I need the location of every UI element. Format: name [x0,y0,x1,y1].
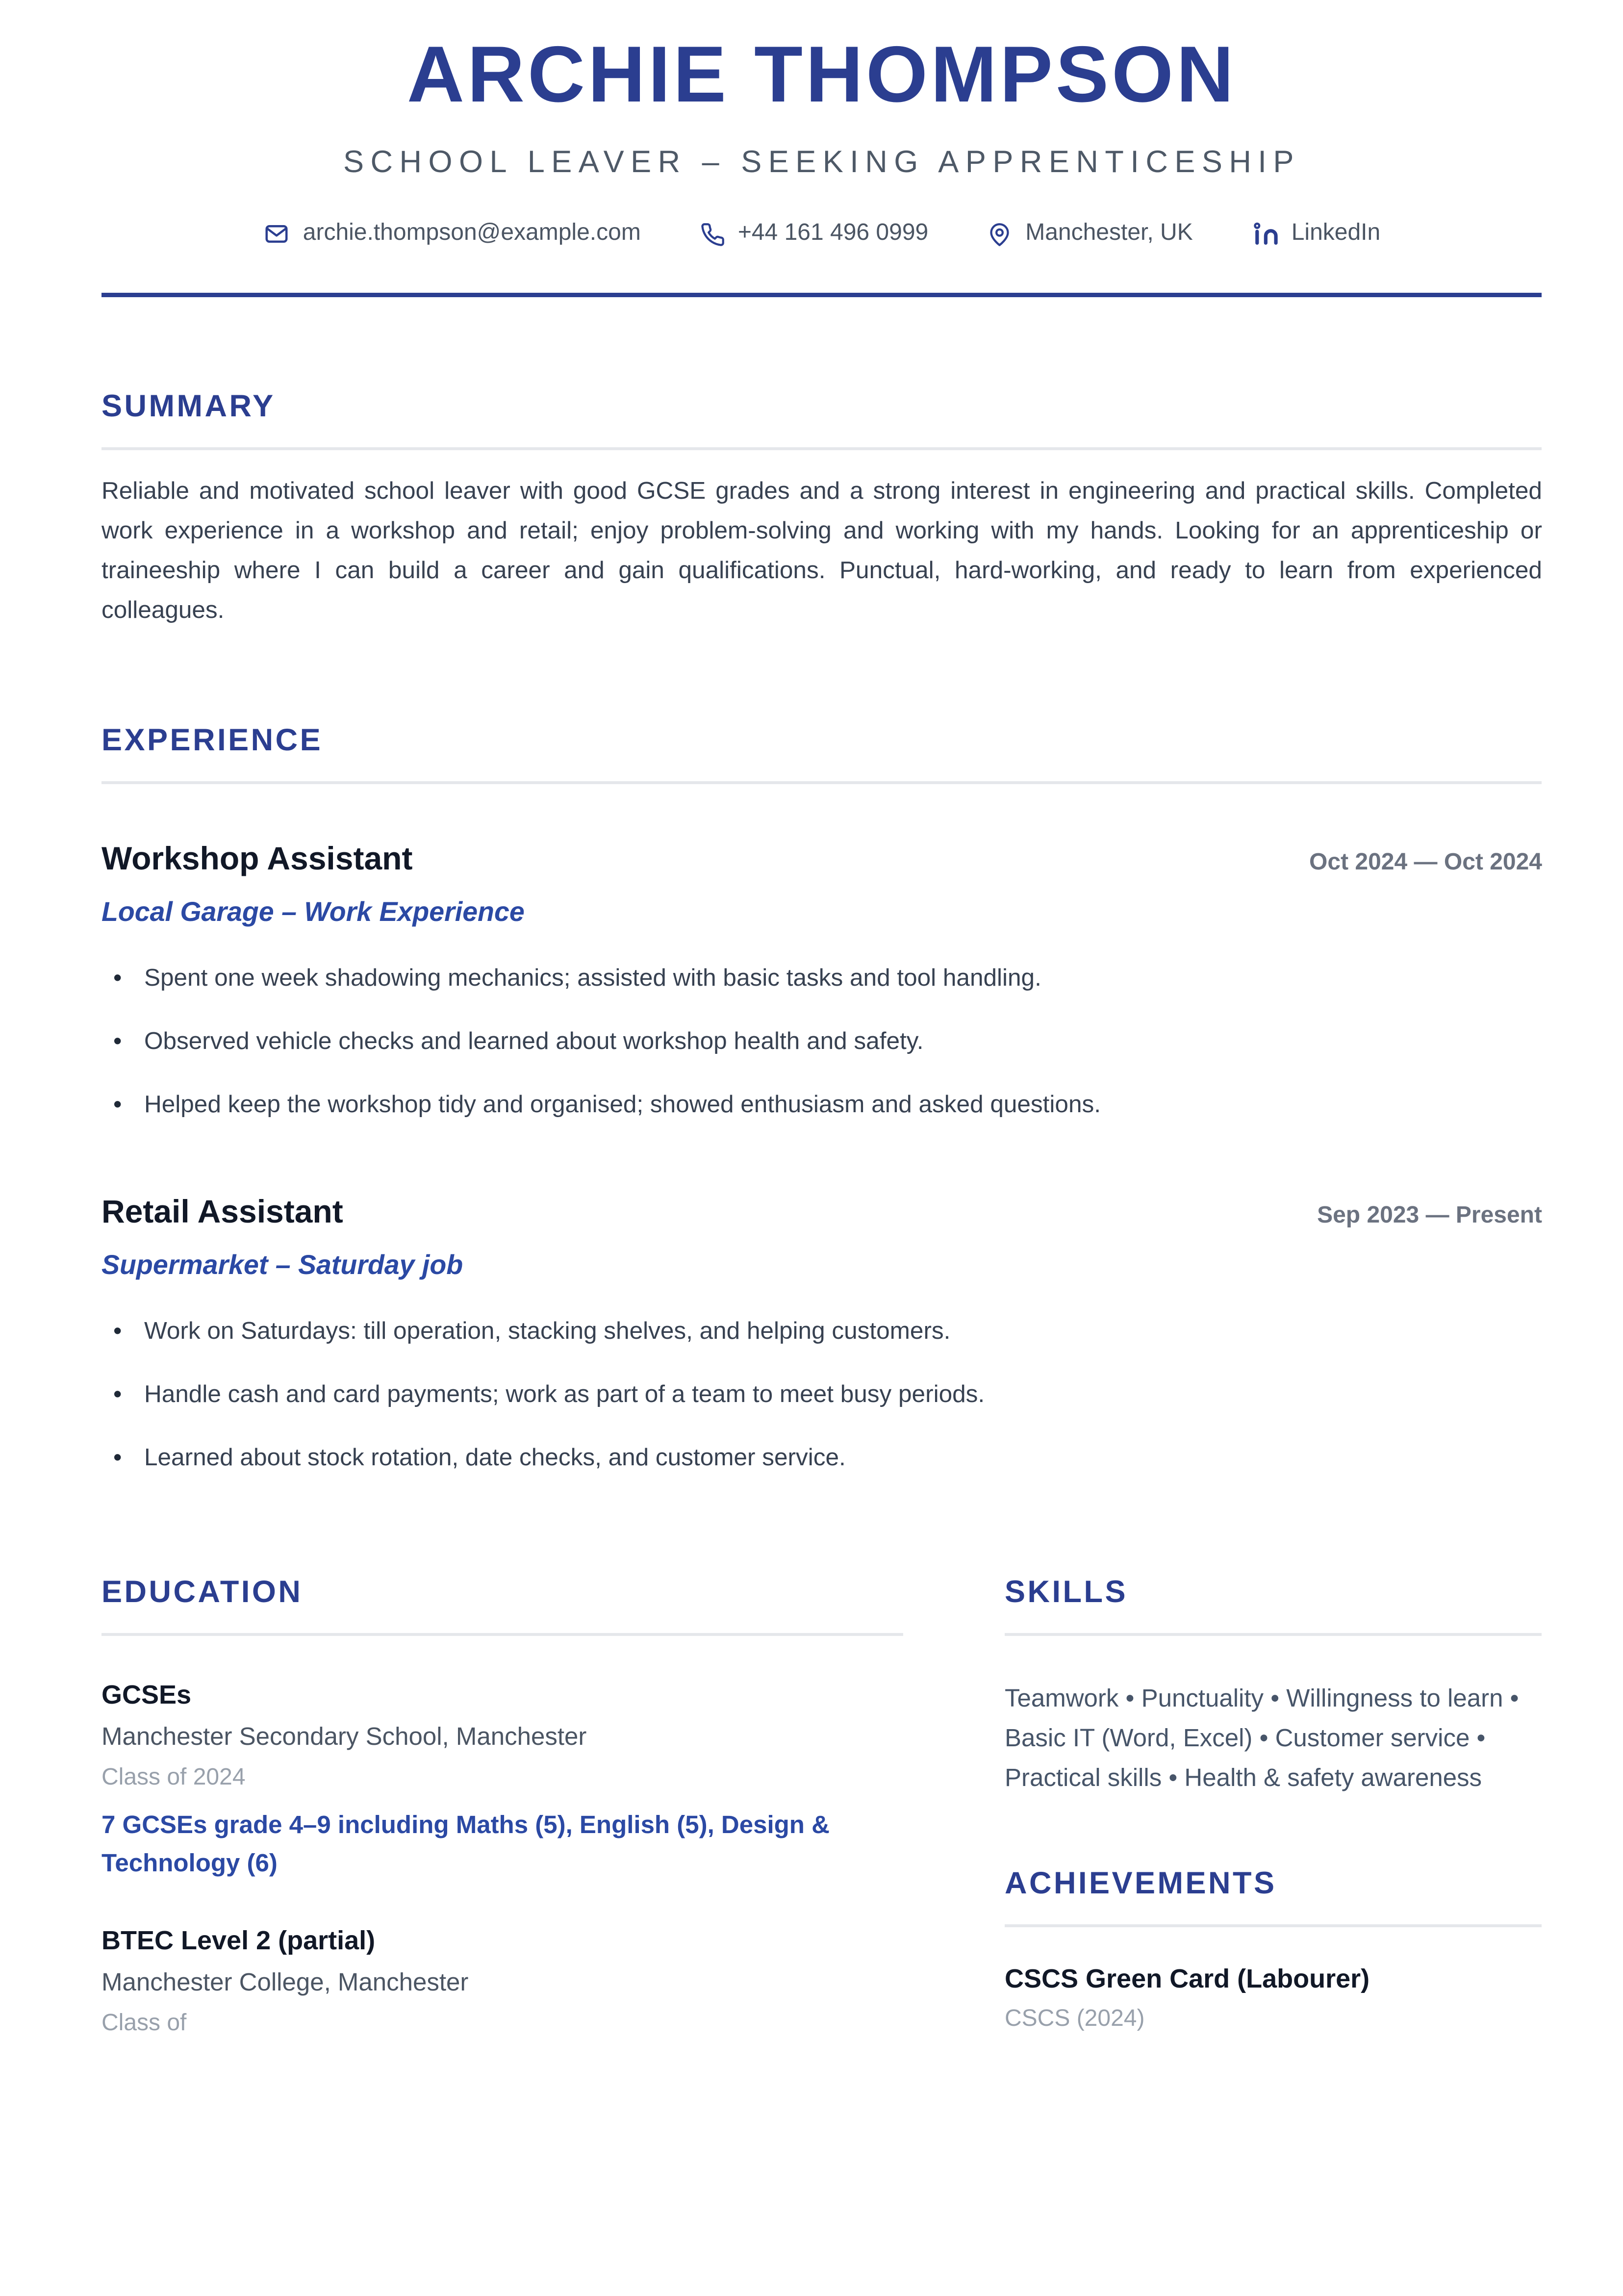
candidate-title: SCHOOL LEAVER – SEEKING APPRENTICESHIP [343,146,1300,180]
education-school: Manchester Secondary School, Manchester [101,1723,587,1751]
contact-location [987,221,1192,247]
job-dates: Sep 2023 — Present [1317,1203,1542,1229]
job-bullet: • Spent one week shadowing mechanics; assisted with basic tasks and tool handling. [101,959,1542,999]
bottom-columns [101,1576,1542,2038]
job-entry [101,1193,1542,1479]
education-heading: EDUCATION [101,1576,303,1610]
job-header [101,1193,1542,1231]
education-details: 7 GCSEs grade 4–9 including Maths (5), English (5), Design & Technology (6) [101,1811,830,1877]
contact-row [101,221,1542,247]
achievement-subtitle: CSCS (2024) [1005,2007,1145,2032]
section-divider [101,781,1542,784]
job-company: Local Garage – Work Experience [101,896,525,927]
job-bullet: • Helped keep the workshop tidy and organised; showed enthusiasm and asked questions. [101,1086,1542,1125]
experience-heading: EXPERIENCE [101,724,323,758]
contact-phone [700,221,928,247]
summary-section [101,390,1542,631]
job-bullet: • Learned about stock rotation, date checks, and customer service. [101,1439,1542,1479]
job-bullet-list [101,959,1542,1125]
job-company: Supermarket – Saturday job [101,1249,463,1280]
section-divider [101,447,1542,450]
contact-email[interactable] [263,221,641,247]
contact-linkedin[interactable] [1252,221,1381,247]
experience-section [101,724,1542,1479]
job-header [101,840,1542,878]
section-divider [1005,1924,1542,1927]
education-school: Manchester College, Manchester [101,1968,469,1997]
contact-location-text: Manchester, UK [1025,221,1193,246]
job-bullet: • Observed vehicle checks and learned about workshop health and safety. [101,1022,1542,1062]
map-pin-icon [987,222,1012,247]
education-entry [101,1680,903,1882]
education-degree: GCSEs [101,1680,192,1710]
achievement-entry [1005,1964,1542,2033]
contact-phone-text: +44 161 496 0999 [737,221,929,246]
mail-icon [263,221,290,247]
skills-heading: SKILLS [1005,1576,1128,1610]
skills-section [1005,1576,1542,1798]
contact-email-text: archie.thompson@example.com [303,221,641,246]
job-bullet: • Work on Saturdays: till operation, stacking shelves, and helping customers. [101,1312,1542,1352]
summary-heading: SUMMARY [101,390,276,424]
achievement-title: CSCS Green Card (Labourer) [1005,1964,1370,1994]
header-divider [101,293,1542,297]
linkedin-icon [1252,221,1278,247]
achievements-section [1005,1867,1542,2033]
job-title: Workshop Assistant [101,840,413,877]
summary-text: Reliable and motivated school leaver with good GCSE grades and a strong interest in engineering and practical skills. Completed work experience in a workshop and retail; enjoy problem-solving and working with my hands. Looking for an apprenticeship or traineeship where I can build a career and gain qualifications. Punctual, hard-working, and ready to learn from experienced colleagues. [101,478,1542,624]
job-entry [101,840,1542,1125]
resume-page [0,29,1623,2296]
education-class-of: Class of 2024 [101,1765,246,1791]
job-bullet: • Handle cash and card payments; work as part of a team to meet busy periods. [101,1376,1542,1415]
job-dates: Oct 2024 — Oct 2024 [1309,850,1542,876]
skills-list: Teamwork • Punctuality • Willingness to learn • Basic IT (Word, Excel) • Customer service • Practical skills • Health & safety awareness [1005,1684,1519,1792]
skills-column [1005,1576,1542,2038]
education-column [101,1576,903,2038]
section-divider [1005,1633,1542,1636]
education-section [101,1576,903,2038]
phone-icon [700,222,725,247]
resume-header [101,29,1542,297]
contact-linkedin-text: LinkedIn [1291,221,1381,246]
job-bullet-list [101,1312,1542,1479]
education-entry [101,1926,903,2038]
achievements-heading: ACHIEVEMENTS [1005,1867,1277,1901]
education-class-of: Class of [101,2011,187,2037]
section-divider [101,1633,903,1636]
job-title: Retail Assistant [101,1193,343,1230]
candidate-name: ARCHIE THOMPSON [406,31,1237,119]
education-degree: BTEC Level 2 (partial) [101,1926,376,1956]
